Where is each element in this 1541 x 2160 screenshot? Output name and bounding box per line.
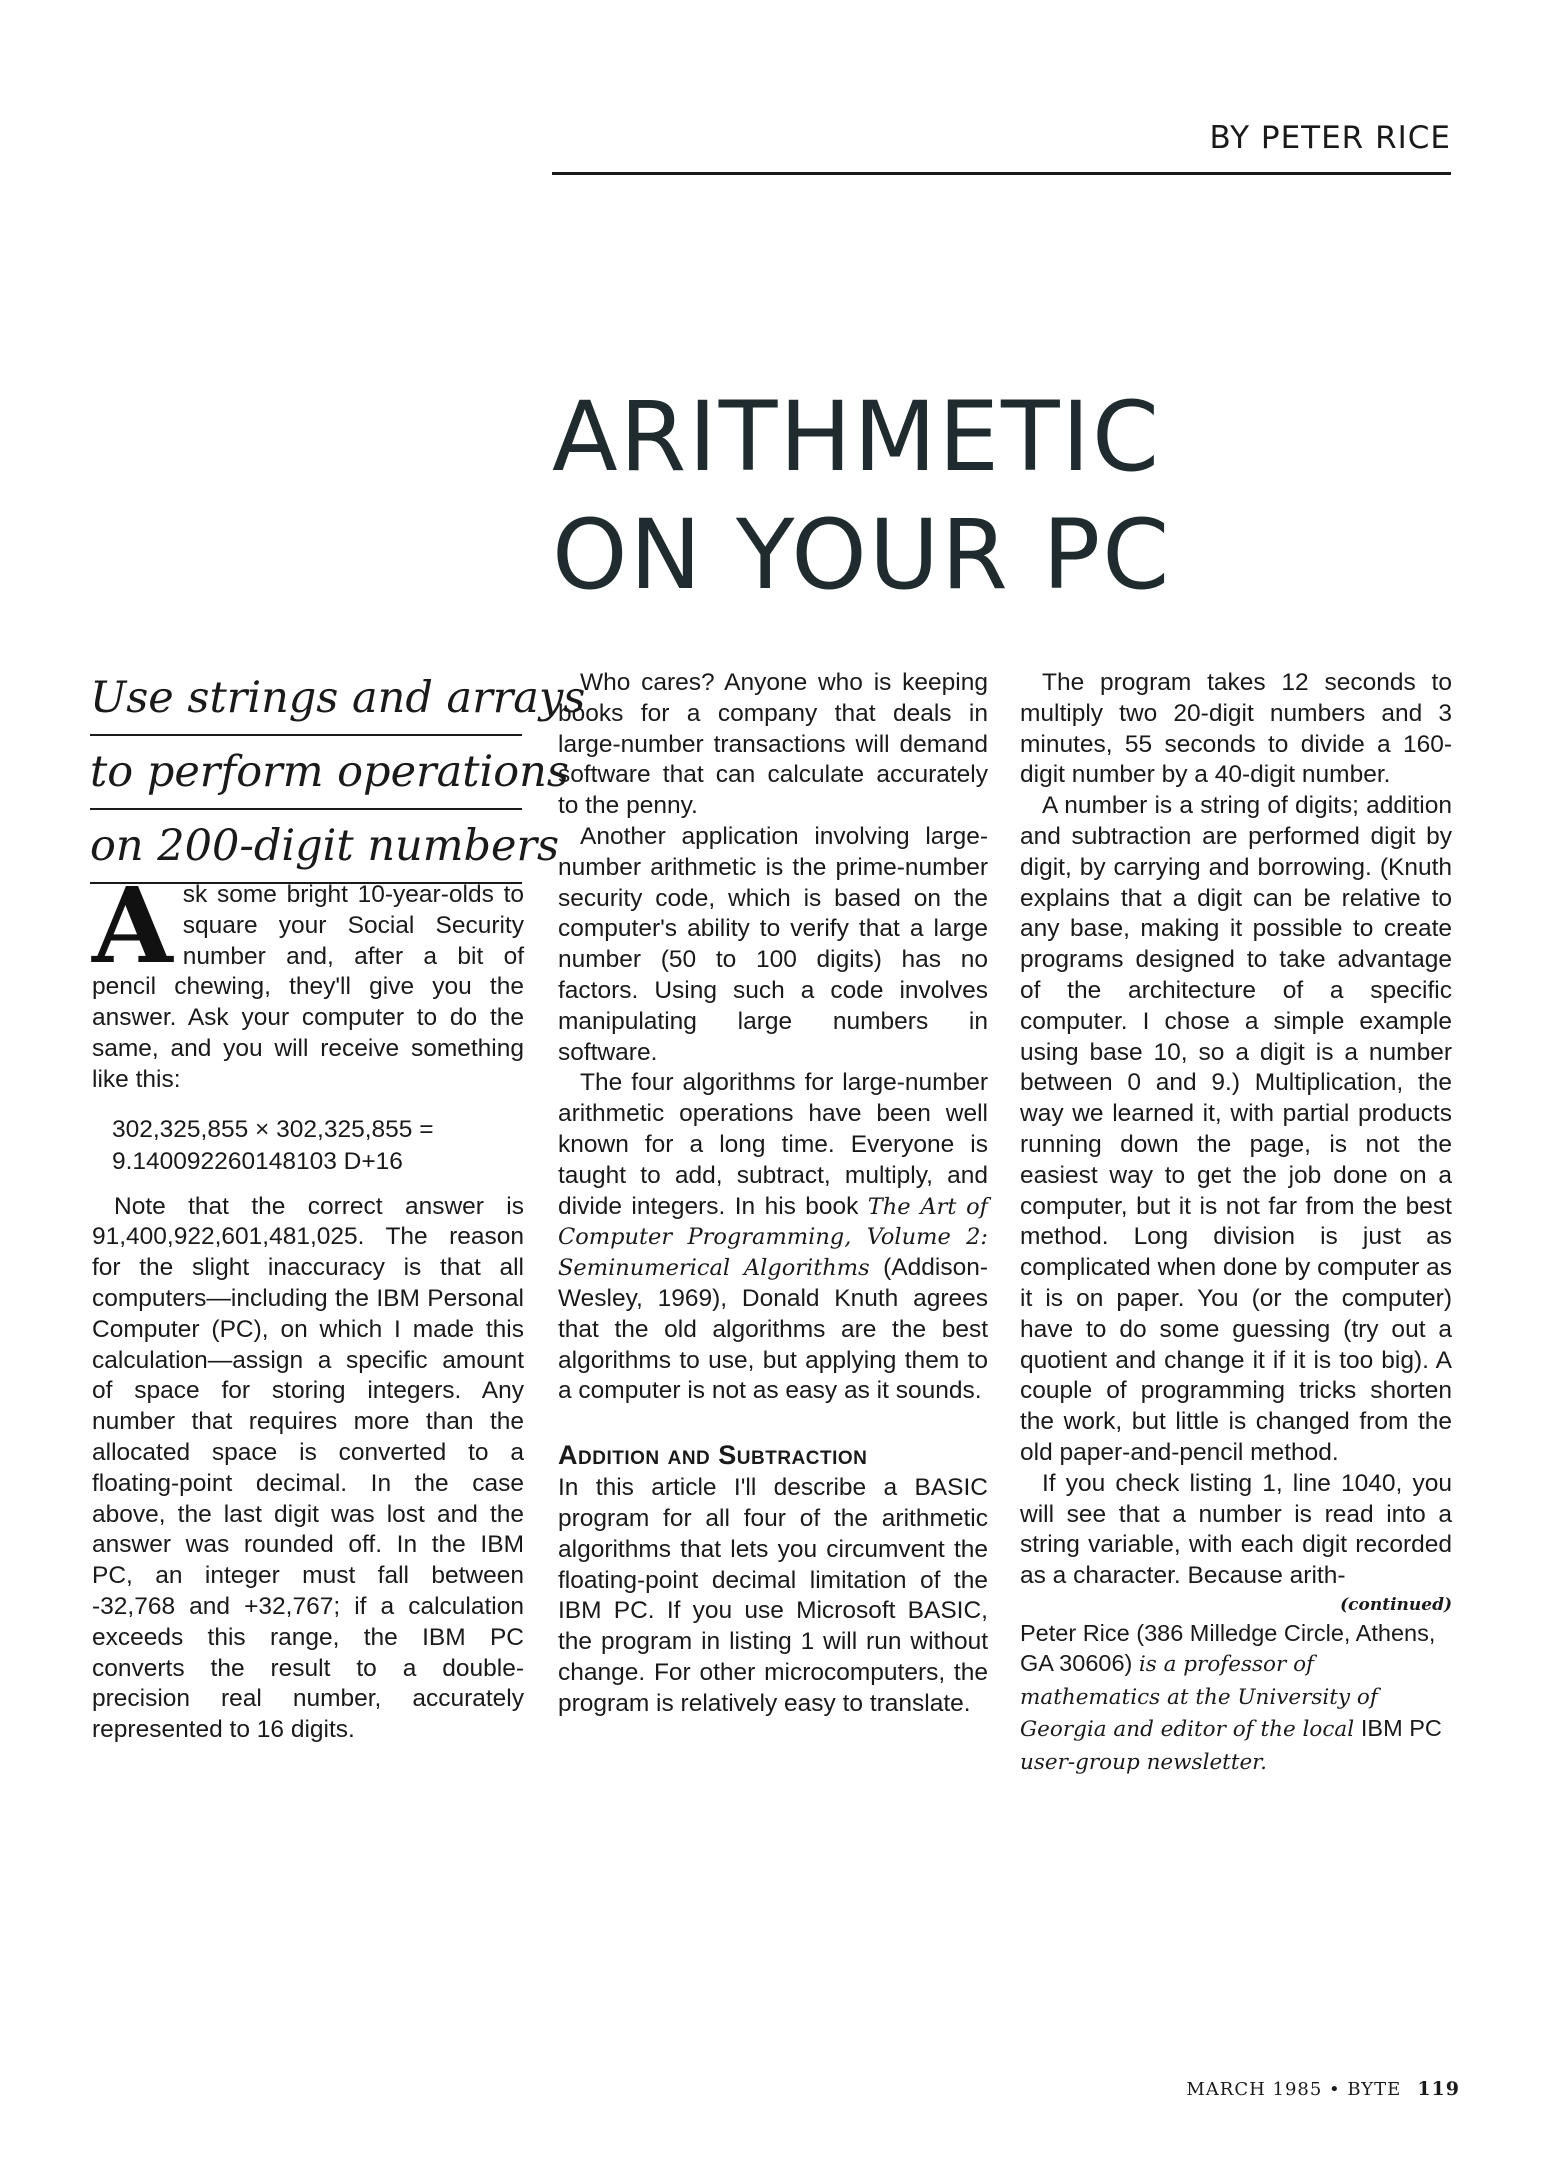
bio-text: user-group newsletter. [1020, 1749, 1267, 1775]
paragraph: A number is a string of digits; addition and subtraction are performed digit by digit, by carrying and borrowing. (Knuth explains that a digit can be relative to any base, making it possible to create programs designed to take advantage of the architecture of a specific computer. I chose a simple example using base 10, so a digit is a number between 0 and 9.) Multiplication, the way we learned it, with partial products running down the page, is not the easiest way to get the job done on a computer, but it is not far from the best method. Long division is just as complicated when done by computer as it is on paper. You (or the computer) have to do some guessing (try out a quotient and change it if it is too big). A couple of programming tricks shorten the work, but little is changed from the old paper-and-pencil method. [1020, 792, 1452, 1466]
paragraph: If you check listing 1, line 1040, you will see that a number is read into a string variable, with each digit recorded as a character. Because arith- [1020, 1469, 1452, 1590]
drop-cap: A [92, 864, 173, 987]
column-2 [558, 668, 988, 1720]
equation-line-2: 9.140092260148103 D+16 [112, 1147, 403, 1175]
article-title [552, 378, 1451, 614]
paragraph [92, 864, 524, 1096]
byline-rule [552, 172, 1451, 175]
bio-name: Peter Rice [1020, 1619, 1130, 1646]
page-number: 119 [1417, 2078, 1460, 2100]
paragraph: Who cares? Anyone who is keeping books for a company that deals in large-number transactions will demand software that can calculate accurately to the penny. [558, 669, 988, 820]
title-line-2: ON YOUR PC [552, 499, 1172, 611]
bio-text: is a professor of mathematics at the University of Georgia and editor of the local [1020, 1652, 1378, 1743]
column-3 [1020, 668, 1452, 1778]
equation [112, 1114, 524, 1178]
bio-ibm: IBM PC [1360, 1715, 1442, 1742]
paragraph: Another application involving large-number arithmetic is the prime-number security code, which is based on the computer's ability to verify that a large number (50 to 100 digits) has no factors. Using such a code involves manipulating large numbers in software. [558, 822, 988, 1066]
deck-line-3: on 200-digit numbers [90, 810, 522, 884]
paragraph-text: sk some bright 10-year-olds to square your Social Security number and, after a bit of pencil chewing, they'll give you the answer. Ask your computer to do the same, and you will receive something like this: [92, 881, 524, 1093]
article-deck [90, 662, 586, 884]
deck-line-1: Use strings and arrays [90, 662, 522, 736]
continued-note: (continued) [1340, 1594, 1452, 1615]
deck-line-2: to perform operations [90, 736, 522, 810]
column-1 [92, 864, 524, 1746]
author-bio [1020, 1618, 1452, 1779]
bio-address: (386 Milledge Circle, Athens, GA 30606) [1020, 1619, 1436, 1677]
title-line-1: ARITHMETIC [552, 381, 1161, 493]
paragraph-text: The four algorithms for large-number arithmetic operations have been well known for a long time. Everyone is taught to add, subtract, multiply, and divide integers. In his book [558, 1069, 988, 1220]
paragraph-text: (Addison-Wesley, 1969), Donald Knuth agrees that the old algorithms are the best algorithms to use, but applying them to a computer is not as easy as it sounds. [558, 1254, 988, 1405]
byline: BY PETER RICE [1209, 120, 1451, 156]
issue-info: MARCH 1985 • BYTE [1186, 2079, 1402, 2100]
equation-line-1: 302,325,855 × 302,325,855 = [112, 1115, 434, 1143]
paragraph: The program takes 12 seconds to multiply two 20-digit numbers and 3 minutes, 55 seconds to divide a 160-digit number by a 40-digit number. [1020, 669, 1452, 789]
book-title: The Art of Computer Programming, Volume 2: Seminumerical Algorithms [558, 1193, 988, 1282]
paragraph: Note that the correct answer is 91,400,922,601,481,025. The reason for the slight inaccuracy is that all computers—including the IBM Personal Computer (PC), on which I made this calculation—assign a specific amount of space for storing integers. Any number that requires more than the allocated space is converted to a floating-point decimal. In the case above, the last digit was lost and the answer was rounded off. In the IBM PC, an integer must fall between -32,768 and +32,767; if a calculation exceeds this range, the IBM PC converts the result to a double-precision real number, accurately represented to 16 digits. [92, 1192, 524, 1744]
paragraph [558, 1068, 988, 1407]
section-heading: Addition and Subtraction [558, 1440, 868, 1471]
paragraph: In this article I'll describe a BASIC program for all four of the arithmetic algorithms that lets you circumvent the floating-point decimal limitation of the IBM PC. If you use Microsoft BASIC, the program in listing 1 will run without change. For other microcomputers, the program is relatively easy to translate. [558, 1474, 988, 1717]
page-footer [1100, 2078, 1460, 2100]
